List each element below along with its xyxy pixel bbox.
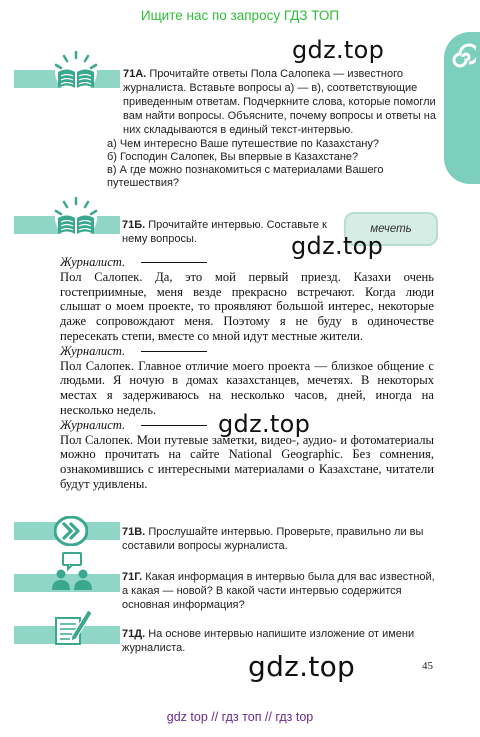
writing-pen-icon bbox=[54, 606, 94, 651]
watermark: gdz.top bbox=[218, 410, 311, 438]
task-text: Какая информация в интервью была для вас известной, а какая — новой? В какой части интервью содержится основная информация? bbox=[122, 571, 435, 611]
answer-blank bbox=[141, 262, 207, 263]
task-text: Прослушайте интервью. Проверьте, правильно ли вы составили вопросы журналиста. bbox=[122, 526, 424, 552]
page-number: 45 bbox=[422, 660, 433, 672]
task-number: 71Б. bbox=[122, 219, 146, 231]
option-c: в) А где можно познакомиться с материалами Вашего путешествия? bbox=[107, 164, 384, 189]
task-text: На основе интервью напишите изложение от имени журналиста. bbox=[122, 628, 415, 654]
answer-paragraph: Пол Салопек. Да, это мой первый приезд. Казахи очень гостеприимные, меня везде прекрасно встречают. Когда люди слышат о моем проекте, то проявляют большой интерес, некоторые даже сопровождают меня. Поэтому я не буду в одиночестве пересекать степи, вместе со мной идут местные жители. bbox=[60, 269, 434, 343]
task-number: 71В. bbox=[122, 526, 146, 538]
speaker-line: Журналист. bbox=[60, 255, 434, 270]
task-text: Прочитайте интервью. Составьте к нему вопросы. bbox=[122, 219, 327, 245]
task-number: 71Г. bbox=[122, 571, 143, 583]
task-number: 71А. bbox=[123, 68, 147, 80]
speaker-line: Журналист. bbox=[60, 344, 434, 359]
option-b: б) Господин Салопек, Вы впервые в Казахстане? bbox=[107, 151, 359, 163]
watermark: gdz.top bbox=[292, 36, 385, 64]
top-banner[interactable]: Ищите нас по запросу ГДЗ ТОП bbox=[140, 8, 340, 23]
footer-links[interactable]: gdz top // гдз топ // гдз top bbox=[166, 710, 314, 724]
watermark: gdz.top bbox=[248, 650, 356, 683]
spiral-icon bbox=[450, 42, 476, 72]
answer-blank bbox=[141, 425, 207, 426]
task-71a bbox=[123, 67, 443, 137]
page-side-tab bbox=[444, 32, 480, 184]
interview-text bbox=[60, 255, 434, 492]
option-a: а) Чем интересно Ваше путешествие по Казахстану? bbox=[107, 138, 380, 150]
task-71a-options bbox=[107, 138, 443, 190]
answer-blank bbox=[141, 351, 207, 352]
task-text: Прочитайте ответы Пола Салопека — известного журналиста. Вставьте вопросы а) — в), соответствующие приведенным ответам. Подчеркните слова, которые помогли вам найти вопросы. Объясните, почему вопросы и ответы на них складываются в единый текст-интервью. bbox=[123, 68, 436, 136]
answer-paragraph: Пол Салопек. Главное отличие моего проекта — близкое общение с людьми. Я ночую в домах казахстанцев, мечетях. В некоторых местах я задерживаюсь на несколько часов, дней, иногда на несколько недель. bbox=[60, 358, 434, 417]
task-71g bbox=[122, 570, 442, 612]
task-number: 71Д. bbox=[122, 628, 146, 640]
book-icon bbox=[52, 50, 100, 99]
task-71v bbox=[122, 525, 442, 553]
book-icon bbox=[52, 196, 100, 245]
vocabulary-word-badge: мечеть bbox=[344, 212, 438, 246]
audio-play-icon bbox=[54, 516, 88, 551]
answer-paragraph: Пол Салопек. Мои путевые заметки, видео-, аудио- и фотоматериалы можно прочитать на сайте National Geographic. Без сомнения, ознакомившись с интересными материалами о Казахстане, читатели будут удивлены. bbox=[60, 432, 434, 491]
speaker-line: Журналист. bbox=[60, 418, 434, 433]
watermark: gdz.top bbox=[291, 232, 384, 260]
discussion-icon bbox=[50, 552, 94, 597]
